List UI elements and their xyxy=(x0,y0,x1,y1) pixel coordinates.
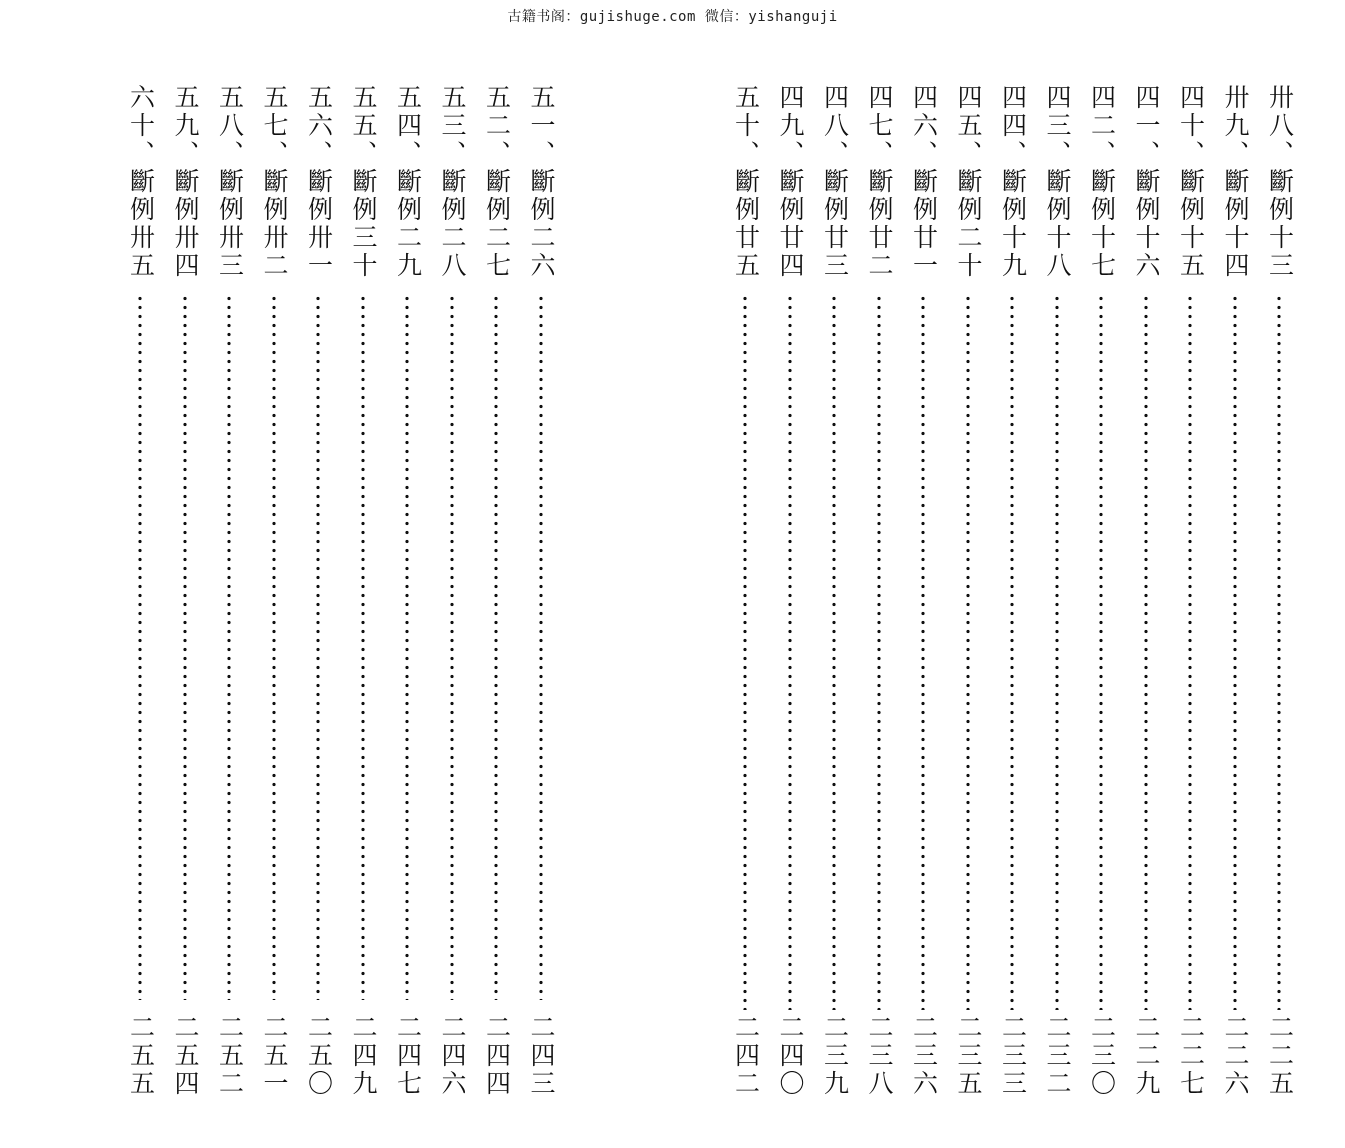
toc-entry-page: 二三八 xyxy=(865,1014,894,1098)
toc-entry xyxy=(1035,84,1080,1114)
dot-leader xyxy=(183,294,187,1000)
toc-entry xyxy=(768,84,813,1114)
toc-entry-page: 二四三 xyxy=(527,1014,556,1098)
toc-columns-right xyxy=(723,84,1302,1114)
toc-entry xyxy=(207,84,252,1114)
toc-entry-title: 四九、斷例廿四 xyxy=(776,84,805,280)
toc-entry-page: 二五二 xyxy=(215,1014,245,1098)
toc-entry-page: 二五五 xyxy=(126,1014,156,1098)
toc-entry-page: 二四四 xyxy=(482,1014,512,1098)
toc-entry-title: 四八、斷例廿三 xyxy=(820,84,850,280)
toc-entry xyxy=(812,84,857,1114)
dot-leader xyxy=(494,294,498,1000)
dot-leader xyxy=(138,294,142,1000)
toc-entry xyxy=(946,84,991,1114)
toc-entry-title: 六十、斷例卅五 xyxy=(126,84,156,280)
watermark-text: 古籍书阁：gujishuge.com 微信：yishanguji xyxy=(507,9,838,25)
toc-entry-title: 五六、斷例卅一 xyxy=(304,84,334,280)
toc-entry xyxy=(385,84,430,1114)
toc-entry-title: 五十、斷例廿五 xyxy=(731,84,761,280)
dot-leader xyxy=(1099,294,1103,1010)
dot-leader xyxy=(1055,294,1059,1010)
toc-entry-title: 卅九、斷例十四 xyxy=(1221,84,1250,280)
toc-entry-page: 二三二 xyxy=(1043,1014,1072,1098)
toc-entry-page: 二三九 xyxy=(820,1014,850,1098)
toc-entry xyxy=(1168,84,1213,1114)
toc-entry-title: 四十、斷例十五 xyxy=(1176,84,1206,280)
toc-entry-page: 二四〇 xyxy=(776,1014,805,1098)
toc-entry-title: 五二、斷例二七 xyxy=(482,84,512,280)
left-page xyxy=(0,0,672,1148)
dot-leader xyxy=(450,294,454,1000)
toc-entry-page: 二四二 xyxy=(731,1014,761,1098)
toc-entry-title: 四四、斷例十九 xyxy=(998,84,1028,280)
dot-leader xyxy=(832,294,836,1010)
toc-entry xyxy=(723,84,768,1114)
toc-entry-page: 二四七 xyxy=(393,1014,423,1098)
toc-entry-page: 二二九 xyxy=(1132,1014,1161,1098)
toc-entry-title: 五八、斷例卅三 xyxy=(215,84,245,280)
toc-entry-title: 五七、斷例卅二 xyxy=(260,84,289,280)
toc-entry xyxy=(519,84,564,1114)
dot-leader xyxy=(272,294,276,1000)
toc-entry-title: 五一、斷例二六 xyxy=(527,84,556,280)
toc-entry xyxy=(901,84,946,1114)
toc-entry xyxy=(1079,84,1124,1114)
toc-entry xyxy=(252,84,297,1114)
toc-entry-page: 二五四 xyxy=(171,1014,200,1098)
toc-entry-title: 四三、斷例十八 xyxy=(1043,84,1072,280)
right-page xyxy=(672,0,1345,1148)
toc-entry-page: 二四九 xyxy=(349,1014,378,1098)
toc-entry-title: 四一、斷例十六 xyxy=(1132,84,1161,280)
toc-entry xyxy=(430,84,475,1114)
toc-entry-title: 五九、斷例卅四 xyxy=(171,84,200,280)
dot-leader xyxy=(743,294,747,1010)
toc-entry-page: 二五〇 xyxy=(304,1014,334,1098)
toc-entry-page: 二三五 xyxy=(954,1014,983,1098)
toc-entry xyxy=(341,84,386,1114)
toc-entry xyxy=(163,84,208,1114)
toc-entry-title: 五三、斷例二八 xyxy=(438,84,467,280)
toc-columns-left xyxy=(118,84,563,1114)
dot-leader xyxy=(877,294,881,1010)
dot-leader xyxy=(1010,294,1014,1010)
toc-entry-page: 二三六 xyxy=(909,1014,939,1098)
toc-entry-page: 二五一 xyxy=(260,1014,289,1098)
dot-leader xyxy=(227,294,231,1000)
toc-entry xyxy=(857,84,902,1114)
toc-entry-page: 二二七 xyxy=(1176,1014,1206,1098)
toc-entry xyxy=(296,84,341,1114)
toc-entry xyxy=(474,84,519,1114)
toc-entry xyxy=(1257,84,1302,1114)
dot-leader xyxy=(405,294,409,1000)
dot-leader xyxy=(921,294,925,1010)
dot-leader xyxy=(361,294,365,1000)
toc-entry-title: 五四、斷例二九 xyxy=(393,84,423,280)
toc-entry-page: 二二六 xyxy=(1221,1014,1250,1098)
dot-leader xyxy=(966,294,970,1010)
dot-leader xyxy=(316,294,320,1000)
dot-leader xyxy=(1188,294,1192,1010)
toc-entry xyxy=(990,84,1035,1114)
toc-entry xyxy=(118,84,163,1114)
toc-entry-title: 四七、斷例廿二 xyxy=(865,84,894,280)
toc-entry-title: 四六、斷例廿一 xyxy=(909,84,939,280)
dot-leader xyxy=(539,294,543,1000)
dot-leader xyxy=(1277,294,1281,1010)
toc-entry-title: 五五、斷例三十 xyxy=(349,84,378,280)
toc-entry-page: 二三〇 xyxy=(1087,1014,1117,1098)
toc-entry-title: 卅八、斷例十三 xyxy=(1265,84,1295,280)
dot-leader xyxy=(1233,294,1237,1010)
toc-entry-page: 二四六 xyxy=(438,1014,467,1098)
toc-entry-title: 四二、斷例十七 xyxy=(1087,84,1117,280)
toc-entry xyxy=(1124,84,1169,1114)
toc-entry-page: 二三三 xyxy=(998,1014,1028,1098)
toc-entry xyxy=(1213,84,1258,1114)
dot-leader xyxy=(1144,294,1148,1010)
toc-entry-title: 四五、斷例二十 xyxy=(954,84,983,280)
dot-leader xyxy=(788,294,792,1010)
toc-entry-page: 二二五 xyxy=(1265,1014,1295,1098)
